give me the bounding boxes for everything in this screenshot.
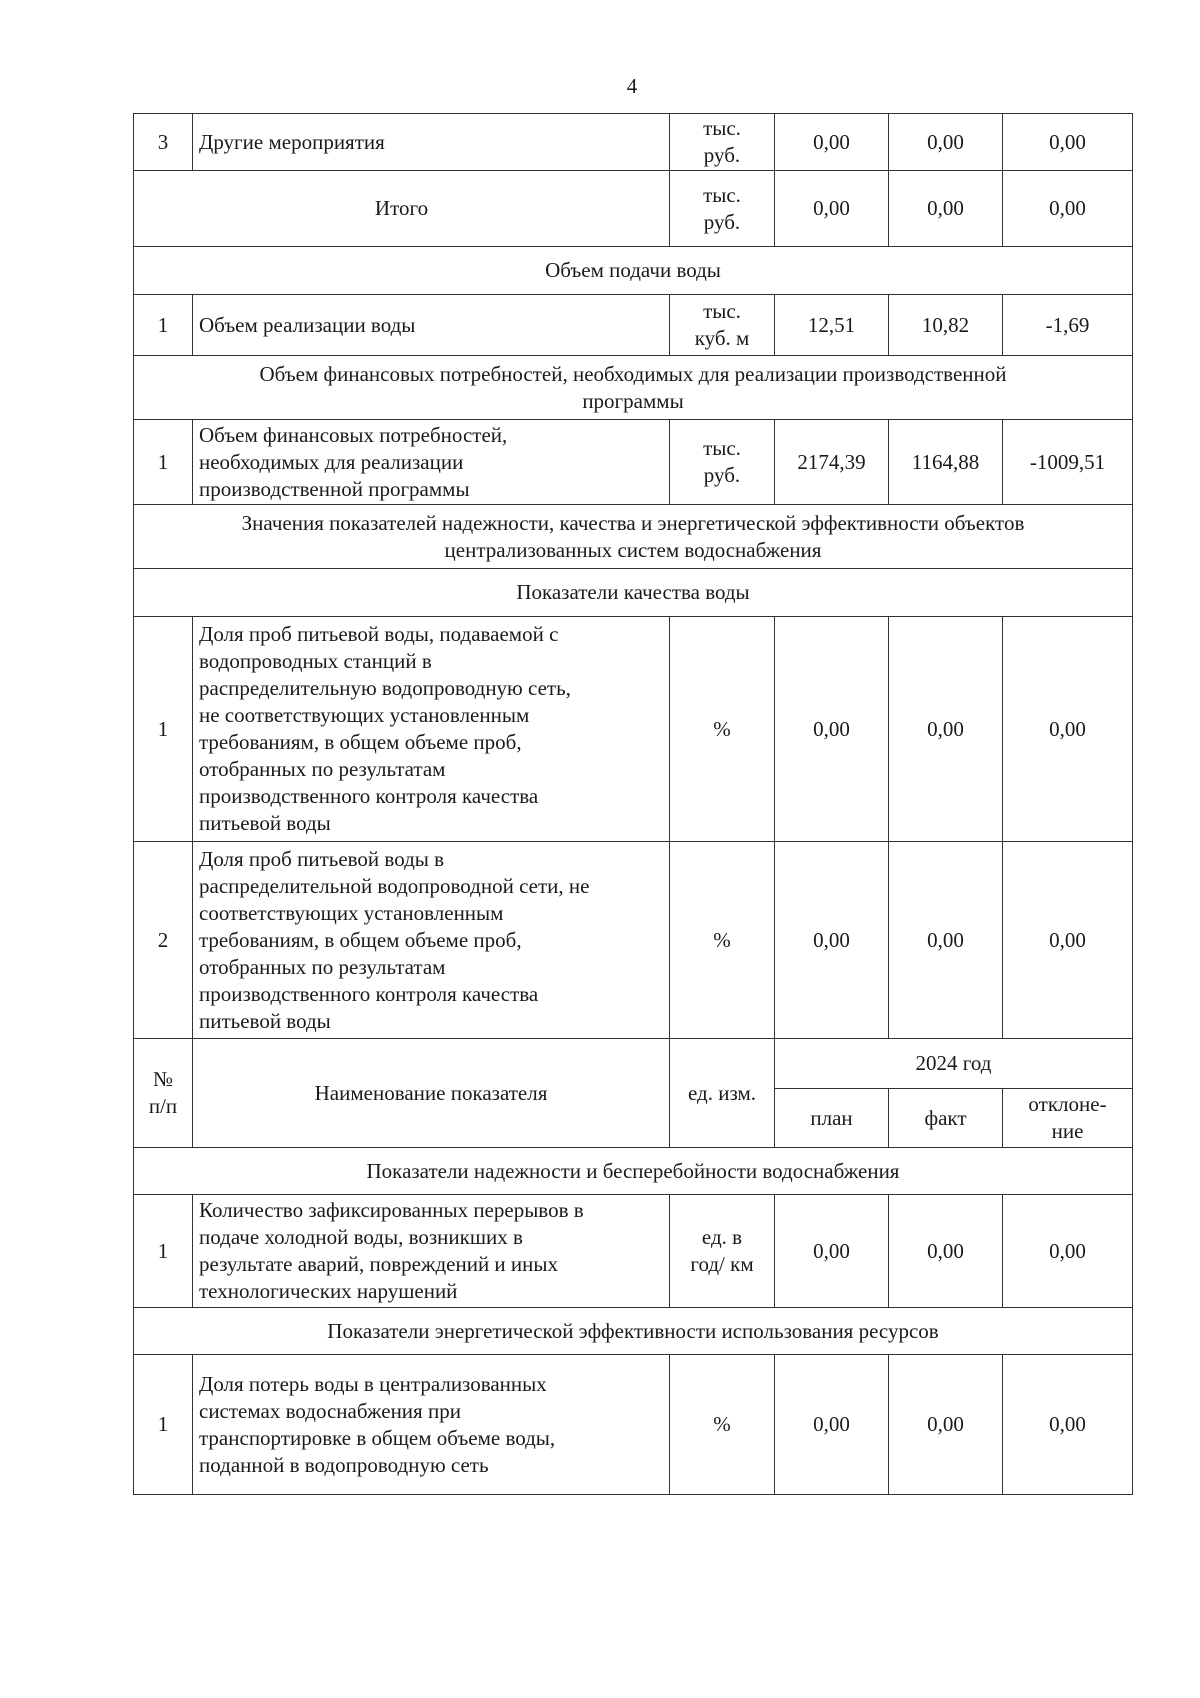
- row-deviation: 0,00: [1003, 114, 1133, 171]
- row-fact: 0,00: [889, 171, 1003, 247]
- row-plan: 0,00: [775, 617, 889, 842]
- name-line: результате аварий, повреждений и иных: [199, 1252, 559, 1276]
- section-row: [134, 569, 1133, 617]
- row-deviation: 0,00: [1003, 171, 1133, 247]
- row-fact: 0,00: [889, 1355, 1003, 1495]
- row-unit: %: [670, 1355, 775, 1495]
- section-indicator-values: [134, 505, 1133, 569]
- unit-line: тыс.: [703, 299, 741, 323]
- row-number: 3: [134, 114, 193, 171]
- section-water-quality: Показатели качества воды: [134, 569, 1133, 617]
- name-line: технологических нарушений: [199, 1279, 458, 1303]
- row-deviation: 0,00: [1003, 1355, 1133, 1495]
- name-line: производственной программы: [199, 476, 470, 501]
- name-line: питьевой воды: [199, 1008, 331, 1033]
- name-line: Доля потерь воды в централизованных: [199, 1371, 547, 1396]
- name-line: питьевой воды: [199, 811, 331, 835]
- section-line: Объем финансовых потребностей, необходимых для реализации производственной: [259, 361, 1007, 386]
- unit-line: куб. м: [694, 326, 750, 350]
- row-number: 1: [134, 617, 193, 842]
- row-name: [193, 1355, 670, 1495]
- section-water-supply: Объем подачи воды: [134, 247, 1133, 295]
- row-number: 2: [134, 842, 193, 1039]
- name-line: соответствующих установленным: [199, 900, 504, 925]
- name-line: не соответствующих установленным: [199, 703, 530, 727]
- section-line: программы: [582, 388, 684, 413]
- row-plan: 0,00: [775, 1195, 889, 1308]
- unit-line: руб.: [703, 209, 741, 234]
- table-row: [134, 114, 1133, 171]
- table-row: [134, 1195, 1133, 1308]
- header-plan: план: [775, 1089, 889, 1148]
- row-number: 1: [134, 1355, 193, 1495]
- row-fact: 0,00: [889, 1195, 1003, 1308]
- section-financial-needs: [134, 356, 1133, 420]
- table-row: [134, 420, 1133, 505]
- unit-line: ед. в: [701, 1225, 743, 1249]
- name-line: Объем финансовых потребностей,: [199, 422, 508, 447]
- name-line: Количество зафиксированных перерывов в: [199, 1198, 584, 1222]
- row-unit: %: [670, 617, 775, 842]
- name-line: поданной в водопроводную сеть: [199, 1452, 489, 1477]
- row-plan: 0,00: [775, 114, 889, 171]
- row-unit: [670, 171, 775, 247]
- unit-line: год/ км: [690, 1252, 754, 1276]
- section-row: [134, 1308, 1133, 1355]
- name-line: требованиям, в общем объеме проб,: [199, 730, 522, 754]
- table-row-total: [134, 171, 1133, 247]
- name-line: требованиям, в общем объеме проб,: [199, 927, 522, 952]
- name-line: отобранных по результатам: [199, 954, 446, 979]
- row-fact: 1164,88: [889, 420, 1003, 505]
- section-reliability: Показатели надежности и бесперебойности водоснабжения: [134, 1148, 1133, 1195]
- header-number: [134, 1039, 193, 1148]
- unit-line: тыс.: [703, 182, 741, 207]
- table-row: [134, 617, 1133, 842]
- unit-line: руб.: [703, 463, 741, 487]
- row-name: Объем реализации воды: [193, 295, 670, 356]
- row-deviation: -1009,51: [1003, 420, 1133, 505]
- section-energy-efficiency: Показатели энергетической эффективности использования ресурсов: [134, 1308, 1133, 1355]
- table-row: [134, 842, 1133, 1039]
- name-line: подаче холодной воды, возникших в: [199, 1225, 523, 1249]
- name-line: системах водоснабжения при: [199, 1398, 461, 1423]
- row-fact: 10,82: [889, 295, 1003, 356]
- section-row: [134, 247, 1133, 295]
- name-line: производственного контроля качества: [199, 784, 539, 808]
- name-line: распределительной водопроводной сети, не: [199, 873, 590, 898]
- name-line: водопроводных станций в: [199, 649, 432, 673]
- header-deviation: [1003, 1089, 1133, 1148]
- header-line: отклоне-: [1028, 1092, 1107, 1116]
- row-plan: 0,00: [775, 1355, 889, 1495]
- name-line: необходимых для реализации: [199, 449, 464, 474]
- section-line: централизованных систем водоснабжения: [444, 537, 822, 562]
- page-number: 4: [626, 74, 638, 98]
- table-row: [134, 1355, 1133, 1495]
- row-number: 1: [134, 295, 193, 356]
- row-unit: [670, 114, 775, 171]
- row-number: 1: [134, 420, 193, 505]
- row-plan: 12,51: [775, 295, 889, 356]
- row-fact: 0,00: [889, 617, 1003, 842]
- name-line: производственного контроля качества: [199, 981, 539, 1006]
- indicators-table: [133, 113, 1133, 1495]
- row-name: [193, 842, 670, 1039]
- row-deviation: 0,00: [1003, 617, 1133, 842]
- name-line: Доля проб питьевой воды в: [199, 846, 445, 871]
- unit-line: тыс.: [703, 436, 741, 460]
- row-unit: [670, 295, 775, 356]
- row-unit: [670, 420, 775, 505]
- row-name: [193, 1195, 670, 1308]
- header-fact: факт: [889, 1089, 1003, 1148]
- unit-line: тыс.: [703, 116, 741, 140]
- section-row: [134, 356, 1133, 420]
- section-line: Значения показателей надежности, качества и энергетической эффективности объектов: [241, 510, 1025, 535]
- row-deviation: 0,00: [1003, 1195, 1133, 1308]
- row-name: [193, 617, 670, 842]
- row-deviation: 0,00: [1003, 842, 1133, 1039]
- header-line: №: [152, 1067, 174, 1091]
- header-line: п/п: [148, 1094, 178, 1118]
- section-row: [134, 505, 1133, 569]
- row-unit: [670, 1195, 775, 1308]
- header-name: Наименование показателя: [193, 1039, 670, 1148]
- name-line: отобранных по результатам: [199, 757, 446, 781]
- table-header-row: [134, 1039, 1133, 1089]
- row-plan: 0,00: [775, 171, 889, 247]
- name-line: Доля проб питьевой воды, подаваемой с: [199, 622, 559, 646]
- unit-line: руб.: [703, 143, 741, 167]
- header-year: 2024 год: [775, 1039, 1133, 1089]
- row-unit: %: [670, 842, 775, 1039]
- row-deviation: -1,69: [1003, 295, 1133, 356]
- row-plan: 0,00: [775, 842, 889, 1039]
- header-unit: ед. изм.: [670, 1039, 775, 1148]
- header-line: ние: [1051, 1119, 1084, 1143]
- row-plan: 2174,39: [775, 420, 889, 505]
- row-number: 1: [134, 1195, 193, 1308]
- row-fact: 0,00: [889, 114, 1003, 171]
- name-line: распределительную водопроводную сеть,: [199, 676, 571, 700]
- section-row: [134, 1148, 1133, 1195]
- table-row: [134, 295, 1133, 356]
- row-name: Другие мероприятия: [193, 114, 670, 171]
- row-name: [193, 420, 670, 505]
- name-line: транспортировке в общем объеме воды,: [199, 1425, 556, 1450]
- row-fact: 0,00: [889, 842, 1003, 1039]
- total-label: Итого: [134, 171, 670, 247]
